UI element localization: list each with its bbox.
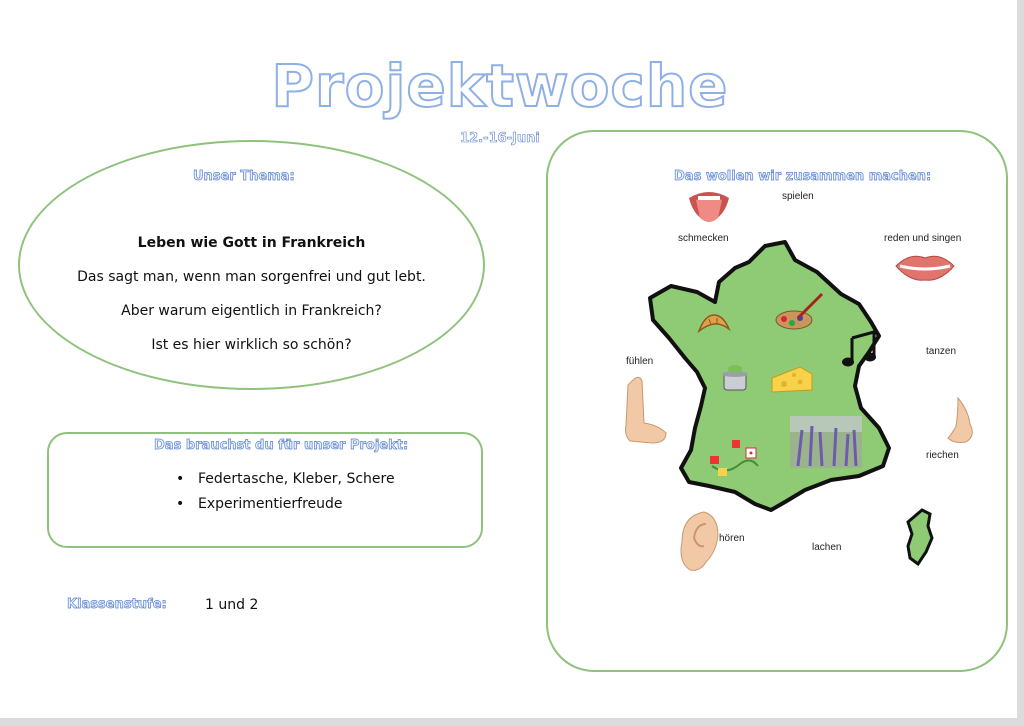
page-edge-right	[1017, 0, 1024, 726]
board-game-icon	[706, 436, 764, 482]
needs-item: • Experimentierfreude	[176, 495, 395, 520]
painting-palette-icon	[772, 292, 826, 332]
lavender-photo-icon	[790, 416, 862, 468]
page-edge-bottom	[0, 718, 1024, 726]
activities-heading: Das wollen wir zusammen machen:	[674, 169, 932, 184]
grade-label: Klassenstufe:	[67, 597, 167, 612]
theme-line-2: Aber warum eigentlich in Frankreich?	[121, 303, 382, 319]
label-hoeren: hören	[719, 533, 745, 544]
label-riechen: riechen	[926, 450, 959, 461]
corsica-icon	[904, 508, 934, 566]
label-spielen: spielen	[782, 191, 814, 202]
page-title: Projektwoche	[271, 52, 729, 120]
music-note-icon	[842, 330, 876, 368]
needs-list	[176, 470, 395, 520]
theme-line-3: Ist es hier wirklich so schön?	[151, 337, 352, 353]
grade-value: 1 und 2	[205, 597, 259, 613]
label-fuehlen: fühlen	[626, 356, 654, 367]
finger-icon	[622, 375, 670, 445]
nose-icon	[944, 396, 976, 446]
croissant-icon	[697, 311, 731, 341]
lips-icon	[894, 250, 956, 284]
theme-line-1: Das sagt man, wenn man sorgenfrei und gut lebt.	[77, 269, 426, 285]
cheese-icon	[770, 364, 814, 394]
date-range: 12.-16-Juni	[460, 131, 540, 146]
ear-icon	[676, 510, 720, 574]
tongue-mouth-icon	[686, 188, 732, 228]
needs-heading: Das brauchst du für unser Projekt:	[154, 438, 409, 453]
cooking-pot-icon	[720, 364, 752, 394]
theme-heading: Unser Thema:	[193, 169, 295, 184]
label-tanzen: tanzen	[926, 346, 957, 357]
label-schmecken: schmecken	[678, 233, 729, 244]
label-reden-und-singen: reden und singen	[884, 233, 962, 244]
theme-line-title: Leben wie Gott in Frankreich	[137, 235, 366, 251]
needs-item: • Federtasche, Kleber, Schere	[176, 470, 395, 495]
label-lachen: lachen	[812, 542, 842, 553]
